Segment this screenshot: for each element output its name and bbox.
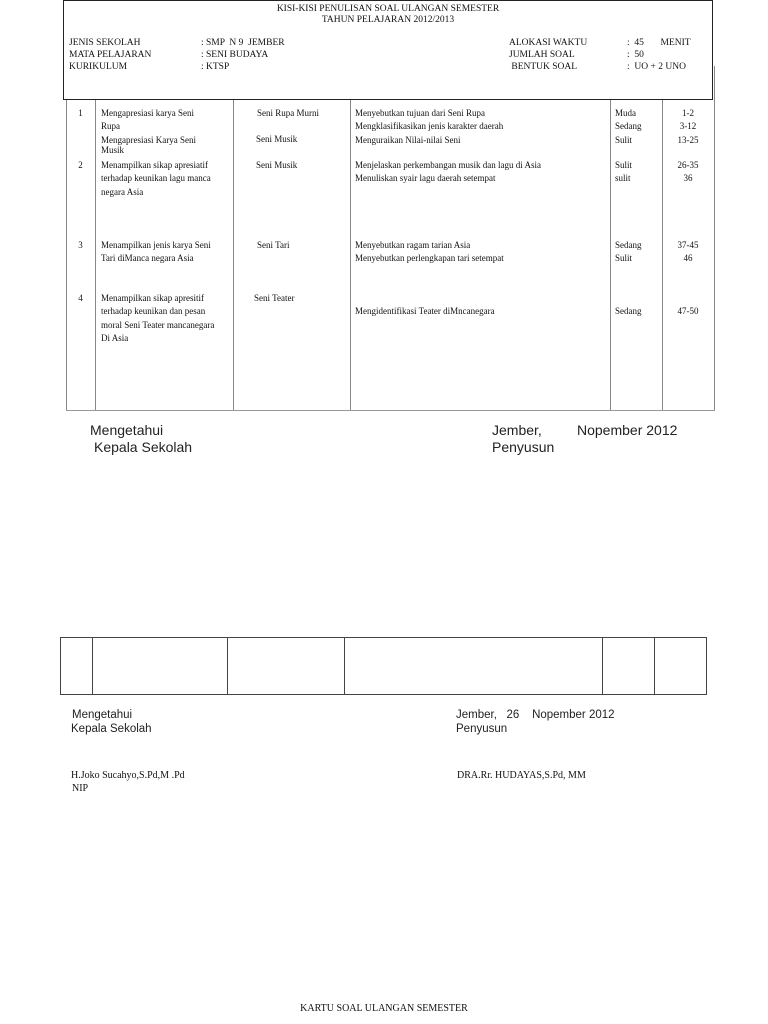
indicator-cell: Menjelaskan perkembangan musik dan lagu di Asia Menuliskan syair lagu daerah setempat (355, 160, 541, 184)
row-number: 4 (78, 293, 83, 303)
competency-cell: Mengapresiasi karya Seni Rupa Mengapresiasi Karya Seni Musik (101, 108, 196, 155)
material-cell: Seni Tari (257, 240, 290, 250)
academic-year: TAHUN PELAJARAN 2012/2013 (321, 15, 455, 25)
question-number-cell: 37-45 46 (677, 240, 699, 264)
difficulty-cell: Sedang (615, 306, 642, 316)
row-number: 3 (78, 240, 83, 250)
question-number-cell: 26-35 36 (677, 160, 699, 184)
acknowledged-label: Mengetahui (72, 709, 133, 721)
card-title: KARTU SOAL ULANGAN SEMESTER (300, 1003, 468, 1014)
time-allocation-value: : 45 MENIT (627, 38, 691, 48)
indicator-cell: Mengidentifikasi Teater diMncanegara (355, 306, 495, 316)
principal-nip: NIP (72, 783, 89, 794)
competency-cell: Menampilkan jenis karya Seni Tari diManca negara Asia (101, 240, 211, 264)
material-cell: Seni Teater (254, 293, 295, 303)
author-name: DRA.Rr. HUDAYAS,S.Pd, MM (457, 770, 586, 781)
material-cell: Seni Musik (256, 160, 298, 170)
time-allocation-label: ALOKASI WAKTU (509, 38, 588, 48)
school-type-label: JENIS SEKOLAH (69, 38, 141, 48)
indicator-cell: Menyebutkan ragam tarian Asia Menyebutkan perlengkapan tari setempat (355, 240, 504, 264)
date-label: Nopember 2012 (577, 422, 678, 438)
school-type-value: : SMP N 9 JEMBER (201, 38, 285, 48)
row-number: 2 (78, 160, 83, 170)
question-number-cell: 1-2 3-12 13-25 (677, 108, 699, 145)
empty-table (60, 637, 707, 695)
question-form-value: : UO + 2 UNO (627, 62, 686, 72)
difficulty-cell: Muda Sedang Sulit (615, 108, 642, 145)
acknowledged-label: Mengetahui (90, 422, 164, 438)
curriculum-value: : KTSP (201, 62, 230, 72)
subject-value: : SENI BUDAYA (201, 50, 269, 60)
difficulty-cell: Sulit sulit (615, 160, 633, 184)
principal-label: Kepala Sekolah (71, 723, 152, 735)
principal-label: Kepala Sekolah (94, 439, 193, 455)
competency-cell: Menampilkan sikap apresiatif terhadap keunikan lagu manca negara Asia (101, 160, 211, 197)
author-label: Penyusun (492, 439, 555, 455)
principal-name: H.Joko Sucahyo,S.Pd,M .Pd (71, 770, 185, 781)
indicator-cell: Menyebutkan tujuan dari Seni Rupa Mengklasifikasikan jenis karakter daerah Menguraikan Nilai-nilai Seni (355, 108, 504, 145)
document-header (63, 0, 713, 100)
document-title: KISI-KISI PENULISAN SOAL ULANGAN SEMESTER (276, 4, 500, 14)
question-count-label: JUMLAH SOAL (509, 50, 575, 60)
question-form-label: BENTUK SOAL (509, 62, 578, 72)
material-cell: Seni Rupa Murni Seni Musik (256, 108, 319, 145)
place-date-label: Jember, 26 Nopember 2012 (456, 709, 615, 721)
question-number-cell: 47-50 (677, 306, 699, 316)
author-label: Penyusun (456, 723, 508, 735)
place-label: Jember, (492, 422, 542, 438)
curriculum-label: KURIKULUM (69, 62, 128, 72)
subject-label: MATA PELAJARAN (69, 50, 152, 60)
competency-cell: Menampilkan sikap apresitif terhadap keunikan dan pesan moral Seni Teater mancanegara Di Asia (101, 293, 215, 343)
row-number: 1 (78, 108, 83, 118)
difficulty-cell: Sedang Sulit (615, 240, 642, 264)
question-count-value: : 50 (627, 50, 644, 60)
